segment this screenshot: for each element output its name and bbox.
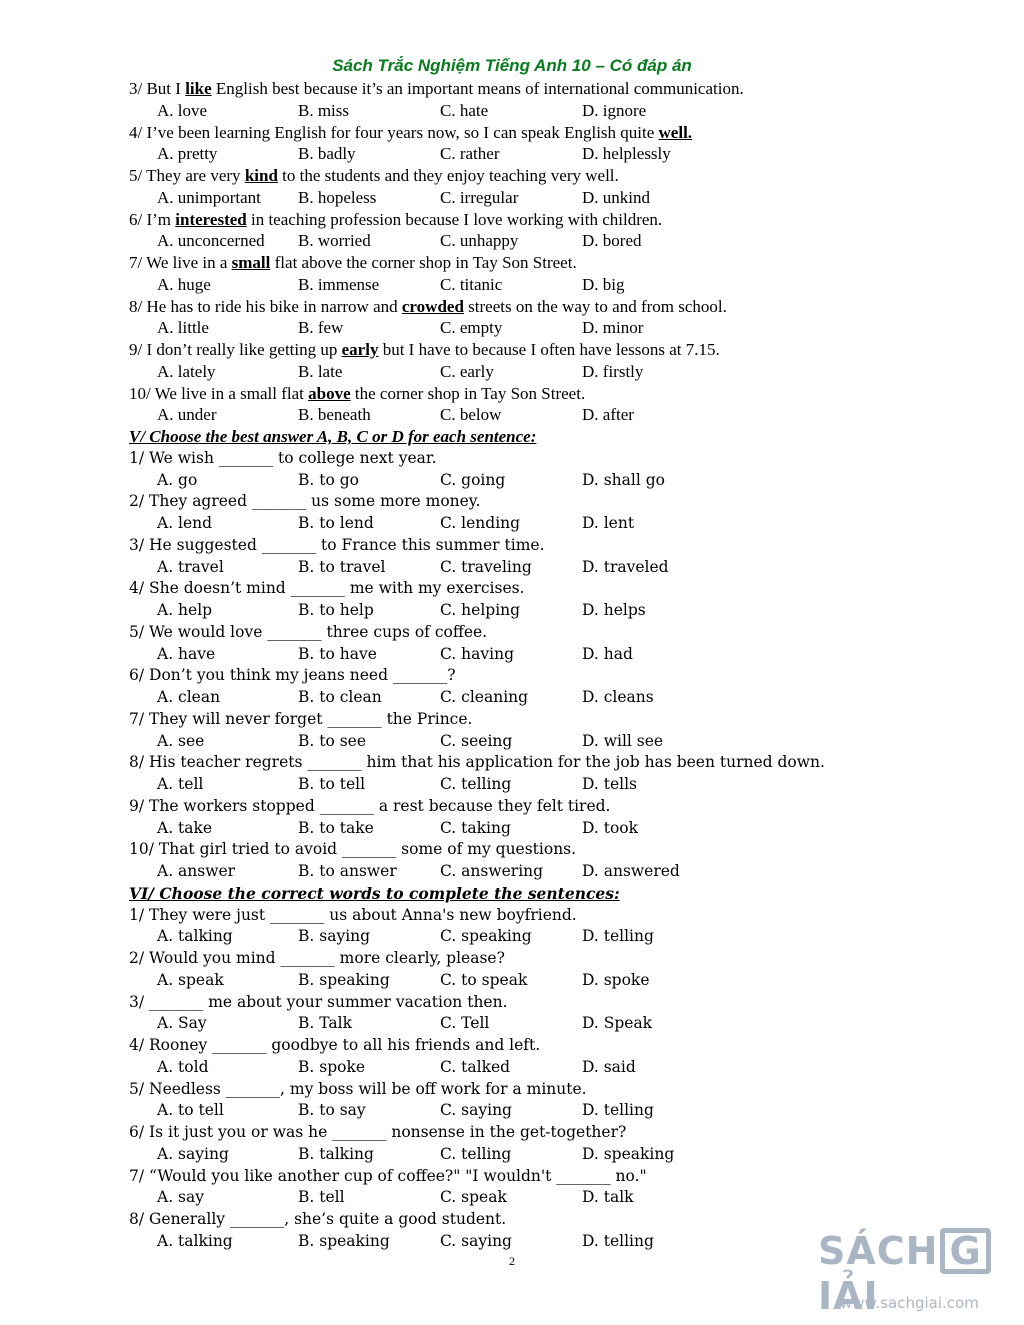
options-row [129, 317, 1009, 339]
option-b: B. beneath [298, 405, 371, 425]
option-b: B. talking [298, 1144, 374, 1163]
question: 4/ She doesn’t mind _______ me with my exercises. [129, 579, 525, 598]
question: 2/ Would you mind _______ more clearly, please? [129, 949, 505, 967]
option-a: A. unconcerned [157, 231, 265, 251]
option-c: C. having [440, 644, 515, 663]
option-d: D. big [582, 274, 625, 294]
option-d: D. telling [582, 1231, 654, 1250]
option-d: D. will see [582, 731, 664, 750]
option-b: B. badly [298, 144, 356, 164]
option-a: A. told [157, 1057, 209, 1076]
question: 2/ They agreed _______ us some more money. [129, 492, 481, 511]
question: 8/ His teacher regrets _______ him that his application for the job has been turned down. [129, 753, 825, 772]
option-d: D. helps [582, 601, 646, 619]
option-b: B. to help [298, 601, 374, 619]
option-a: A. little [157, 318, 209, 338]
option-c: C. irregular [440, 187, 519, 207]
option-a: A. talking [157, 927, 233, 946]
option-d: D. shall go [582, 470, 666, 489]
option-d: D. helplessly [582, 144, 671, 164]
option-b: B. speaking [298, 1231, 390, 1250]
option-a: A. tell [157, 775, 204, 793]
option-c: C. lending [440, 514, 521, 532]
section-heading: VI/ Choose the correct words to complete the sentences: [129, 883, 620, 903]
options-row [129, 861, 1009, 883]
logo-url: www.sachgiai.com [840, 1294, 979, 1312]
options-row [129, 361, 1009, 383]
option-a: A. Say [157, 1014, 207, 1033]
options-row [129, 100, 1009, 122]
option-d: D. answered [582, 862, 680, 880]
option-a: A. saying [157, 1144, 229, 1163]
option-c: C. answering [440, 862, 544, 880]
option-a: A. see [157, 731, 205, 750]
options-row [129, 1144, 1009, 1166]
options-row [129, 1100, 1009, 1122]
option-c: C. empty [440, 318, 503, 338]
option-b: B. to take [298, 818, 374, 837]
question: 3/ But I like English best because it’s an important means of international communication. [129, 79, 744, 98]
option-d: D. firstly [582, 361, 644, 381]
question: 10/ That girl tried to avoid _______ some of my questions. [129, 840, 577, 859]
options-row [129, 970, 1009, 992]
question: 7/ “Would you like another cup of coffee?" "I wouldn't _______ no." [129, 1166, 647, 1185]
option-a: A. say [157, 1188, 204, 1207]
option-b: B. to lend [298, 514, 374, 532]
option-c: C. going [440, 470, 506, 489]
option-b: B. speaking [298, 970, 390, 989]
option-c: C. Tell [440, 1014, 490, 1033]
option-a: A. speak [157, 970, 224, 989]
worksheet-content [129, 78, 1009, 1253]
option-d: D. talk [582, 1188, 634, 1207]
options-row [129, 513, 1009, 535]
question: 10/ We live in a small flat above the corner shop in Tay Son Street. [129, 383, 586, 403]
logo-wordmark: SÁCH GIẢI [818, 1228, 1024, 1318]
options-row [129, 774, 1009, 796]
option-a: A. answer [157, 862, 236, 880]
option-a: A. unimportant [157, 187, 261, 207]
question: 8/ Generally _______, she’s quite a good student. [129, 1210, 507, 1228]
options-row [129, 1057, 1009, 1079]
sachgiai-logo [818, 1228, 1024, 1318]
option-d: D. Speak [582, 1014, 653, 1033]
option-b: B. late [298, 361, 343, 381]
question: 5/ Needless _______, my boss will be off work for a minute. [129, 1079, 587, 1098]
option-b: B. tell [298, 1188, 345, 1207]
question: 4/ I’ve been learning English for four years now, so I can speak English quite well. [129, 122, 693, 142]
question: 4/ Rooney _______ goodbye to all his friends and left. [129, 1036, 541, 1054]
option-c: C. seeing [440, 731, 513, 750]
option-b: B. few [298, 318, 344, 338]
option-a: A. under [157, 405, 217, 425]
option-a: A. lately [157, 361, 216, 381]
option-c: C. talked [440, 1057, 511, 1076]
option-c: C. cleaning [440, 688, 529, 706]
option-c: C. traveling [440, 557, 532, 576]
option-b: B. to say [298, 1101, 366, 1120]
option-d: D. lent [582, 514, 635, 532]
option-c: C. telling [440, 1144, 512, 1163]
option-b: B. spoke [298, 1057, 366, 1076]
option-d: D. had [582, 644, 633, 663]
option-c: C. saying [440, 1231, 512, 1250]
option-b: B. worried [298, 231, 371, 251]
logo-g-box: G [940, 1228, 990, 1274]
option-b: B. to go [298, 470, 359, 489]
option-a: A. lend [157, 514, 213, 532]
options-row [129, 687, 1009, 709]
question: 7/ They will never forget _______ the Prince. [129, 709, 473, 728]
option-d: D. ignore [582, 100, 647, 120]
option-a: A. huge [157, 274, 211, 294]
option-d: D. unkind [582, 187, 650, 207]
option-c: C. titanic [440, 274, 503, 294]
option-a: A. have [157, 644, 216, 663]
question: 9/ The workers stopped _______ a rest because they felt tired. [129, 796, 611, 815]
option-a: A. talking [157, 1231, 233, 1250]
keyword: small [231, 253, 271, 272]
option-c: C. speaking [440, 927, 532, 946]
option-b: B. to see [298, 731, 367, 750]
options-row [129, 926, 1009, 948]
option-d: D. tells [582, 775, 637, 793]
keyword: early [341, 340, 379, 359]
question: 9/ I don’t really like getting up early but I have to because I often have lessons at 7.15. [129, 340, 720, 359]
question: 5/ They are very kind to the students and they enjoy teaching very well. [129, 166, 619, 185]
option-b: B. saying [298, 927, 371, 946]
option-b: B. hopeless [298, 187, 377, 207]
option-d: D. cleans [582, 688, 654, 706]
option-c: C. helping [440, 601, 521, 619]
options-row [129, 818, 1009, 840]
option-b: B. miss [298, 100, 350, 120]
option-d: D. said [582, 1057, 636, 1076]
options-row [129, 143, 1009, 165]
option-d: D. traveled [582, 557, 669, 576]
options-row [129, 1013, 1009, 1035]
option-a: A. pretty [157, 144, 218, 164]
page-header-title: Sách Trắc Nghiệm Tiếng Anh 10 – Có đáp án [332, 56, 692, 75]
option-b: B. to clean [298, 688, 382, 706]
options-row [129, 230, 1009, 252]
option-c: C. below [440, 405, 502, 425]
question: 6/ Is it just you or was he _______ nonsense in the get-together? [129, 1123, 627, 1141]
option-b: B. to travel [298, 557, 386, 576]
option-c: C. speak [440, 1188, 507, 1207]
keyword: kind [244, 166, 278, 185]
option-b: B. Talk [298, 1014, 352, 1033]
keyword: above [308, 383, 351, 403]
keyword: like [185, 79, 212, 98]
option-d: D. after [582, 405, 634, 425]
option-a: A. travel [157, 557, 224, 576]
option-c: C. telling [440, 775, 512, 793]
option-a: A. to tell [157, 1101, 224, 1120]
option-c: C. taking [440, 818, 511, 837]
option-a: A. go [157, 470, 198, 489]
question: 3/ He suggested _______ to France this summer time. [129, 535, 545, 554]
options-row [129, 274, 1009, 296]
option-a: A. love [157, 100, 208, 120]
options-row [129, 644, 1009, 666]
option-c: C. rather [440, 144, 500, 164]
options-row [129, 731, 1009, 753]
question: 1/ We wish _______ to college next year. [129, 448, 437, 467]
keyword: interested [175, 209, 247, 229]
option-b: B. to answer [298, 862, 397, 880]
option-b: B. immense [298, 274, 380, 294]
option-d: D. speaking [582, 1144, 675, 1163]
question: 6/ Don’t you think my jeans need _______? [129, 666, 456, 685]
options-row [129, 557, 1009, 579]
option-a: A. help [157, 601, 213, 619]
options-row [129, 404, 1009, 426]
options-row [129, 470, 1009, 492]
keyword: well. [658, 122, 693, 142]
question: 6/ I’m interested in teaching profession because I love working with children. [129, 209, 663, 229]
question: 8/ He has to ride his bike in narrow and crowded streets on the way to and from school. [129, 296, 727, 316]
option-b: B. to tell [298, 775, 366, 793]
keyword: crowded [401, 296, 464, 316]
option-c: C. saying [440, 1101, 512, 1120]
option-c: C. hate [440, 100, 489, 120]
option-a: A. clean [157, 688, 221, 706]
question: 7/ We live in a small flat above the corner shop in Tay Son Street. [129, 253, 577, 272]
options-row [129, 187, 1009, 209]
option-c: C. early [440, 361, 494, 381]
option-d: D. spoke [582, 970, 650, 989]
option-d: D. minor [582, 318, 644, 338]
option-d: D. bored [582, 231, 642, 251]
question: 1/ They were just _______ us about Anna's new boyfriend. [129, 905, 577, 924]
option-a: A. take [157, 818, 213, 837]
question: 5/ We would love _______ three cups of coffee. [129, 622, 488, 641]
options-row [129, 1187, 1009, 1209]
option-d: D. took [582, 818, 639, 837]
section-heading: V/ Choose the best answer A, B, C or D for each sentence: [129, 427, 537, 446]
options-row [129, 600, 1009, 622]
page-number: 2 [509, 1254, 515, 1268]
option-d: D. telling [582, 1101, 654, 1120]
question: 3/ _______ me about your summer vacation then. [129, 992, 508, 1011]
option-c: C. to speak [440, 970, 528, 989]
option-d: D. telling [582, 927, 654, 946]
option-c: C. unhappy [440, 231, 519, 251]
option-b: B. to have [298, 644, 377, 663]
